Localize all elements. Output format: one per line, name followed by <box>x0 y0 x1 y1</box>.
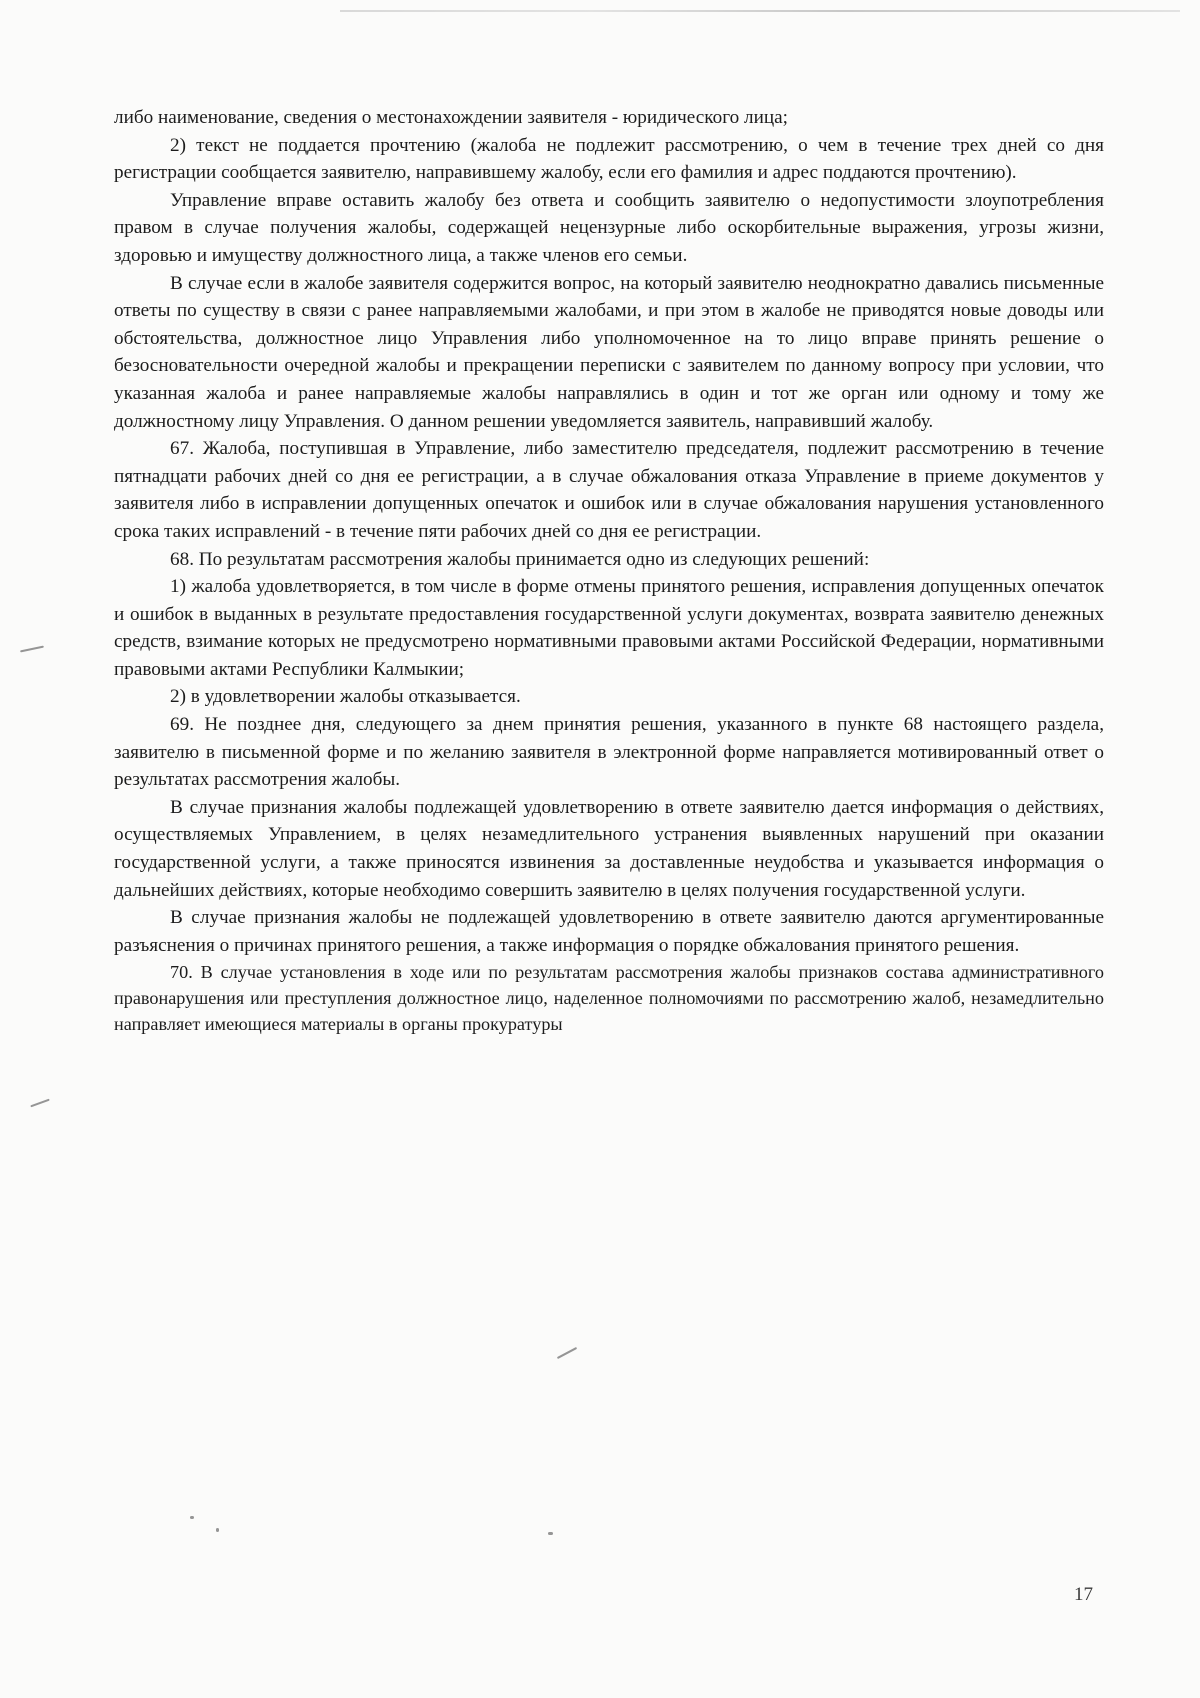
paragraph-satisfied: В случае признания жалобы подлежащей удовлетворению в ответе заявителю дается информация о действиях, осуществляемых Управлением, в целях незамедлительного устранения выявленных нарушений при оказании государственной услуги, а также приносятся извинения за доставленные неудобства и указывается информация о дальнейших действиях, которые необходимо совершить заявителю в целях получения государственной услуги. <box>114 796 1104 901</box>
paragraph-repeated-complaint: В случае если в жалобе заявителя содержится вопрос, на который заявителю неоднократно давались письменные ответы по существу в связи с ранее направляемыми жалобами, и при этом в жалобе не приводятся новые доводы или обстоятельства, должностное лицо Управления либо уполномоченное на то лицо вправе принять решение о безосновательности очередной жалобы и прекращении переписки с заявителем по данному вопросу при условии, что указанная жалоба и ранее направляемые жалобы направлялись в один и тот же орган или одному и тому же должностному лицу Управления. О данном решении уведомляется заявитель, направивший жалобу. <box>114 272 1104 432</box>
scan-top-edge <box>340 10 1180 12</box>
paragraph-abuse-of-right: Управление вправе оставить жалобу без ответа и сообщить заявителю о недопустимости злоупотребления правом в случае получения жалобы, содержащей нецензурные либо оскорбительные выражения, угрозы жизни, здоровью и имуществу должностного лица, а также членов его семьи. <box>114 189 1104 266</box>
scan-artifact-mark <box>548 1532 553 1535</box>
paragraph-68: 68. По результатам рассмотрения жалобы принимается одно из следующих решений: <box>170 548 870 570</box>
paragraph-69: 69. Не позднее дня, следующего за днем принятия решения, указанного в пункте 68 настоящего раздела, заявителю в письменной форме и по желанию заявителя в электронной форме направляется мотивированный ответ о результатах рассмотрения жалобы. <box>114 714 1104 791</box>
scan-artifact-mark <box>190 1516 194 1519</box>
paragraph-continuation: либо наименование, сведения о местонахождении заявителя - юридического лица; <box>114 107 788 128</box>
scan-artifact-mark <box>20 646 44 653</box>
paragraph-item-2: 2) текст не поддается прочтению (жалоба не подлежит рассмотрению, о чем в течение трех дней со дня регистрации сообщается заявителю, направившему жалобу, если его фамилия и адрес поддаются прочтению). <box>114 134 1104 184</box>
paragraph-68-item-1: 1) жалоба удовлетворяется, в том числе в форме отмены принятого решения, исправления допущенных опечаток и ошибок в выданных в результате предоставления государственной услуги документах, возврата заявителю денежных средств, взимание которых не предусмотрено нормативными правовыми актами Российской Федерации, нормативными правовыми актами Республики Калмыкии; <box>114 576 1104 680</box>
paragraph-not-satisfied: В случае признания жалобы не подлежащей удовлетворению в ответе заявителю даются аргументированные разъяснения о причинах принятого решения, а также информация о порядке обжалования принятого решения. <box>114 907 1104 956</box>
scan-artifact-mark <box>216 1528 219 1532</box>
scan-artifact-mark <box>557 1347 577 1359</box>
scan-artifact-mark <box>30 1099 49 1108</box>
paragraph-67: 67. Жалоба, поступившая в Управление, либо заместителю председателя, подлежит рассмотрению в течение пятнадцати рабочих дней со дня ее регистрации, а в случае обжалования отказа Управление в приеме документов у заявителя либо в исправлении допущенных опечаток и ошибок или в случае обжалования нарушения установленного срока таких исправлений - в течение пяти рабочих дней со дня ее регистрации. <box>114 438 1104 542</box>
paragraph-70: 70. В случае установления в ходе или по результатам рассмотрения жалобы признаков состава административного правонарушения или преступления должностное лицо, наделенное полномочиями по рассмотрению жалоб, незамедлительно направляет имеющиеся материалы в органы прокуратуры <box>114 962 1104 1035</box>
paragraph-68-item-2: 2) в удовлетворении жалобы отказывается. <box>170 686 521 708</box>
page-number: 17 <box>1074 1584 1093 1605</box>
document-body <box>114 104 1104 1037</box>
